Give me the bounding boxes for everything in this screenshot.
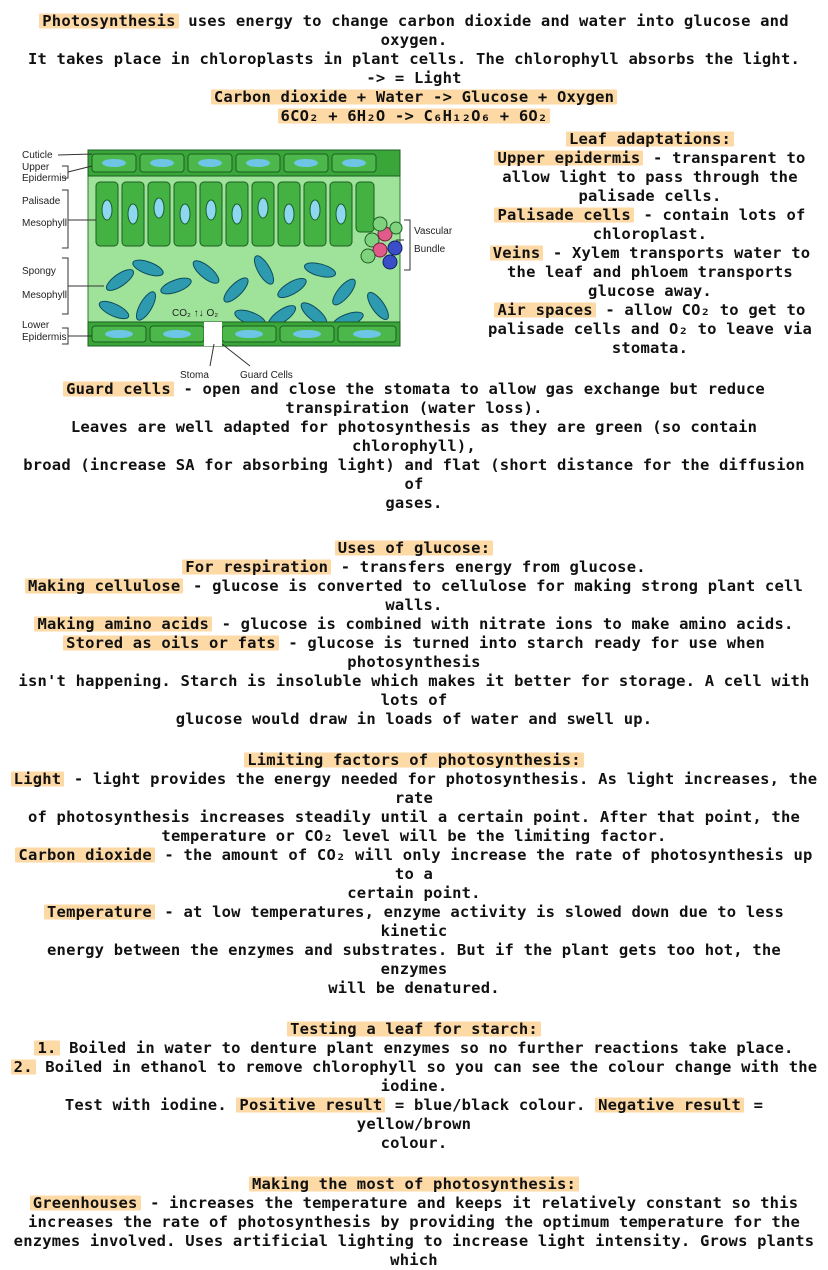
term-veins: Veins	[490, 244, 544, 262]
leaf-cross-section-diagram	[0, 130, 480, 380]
term-photosynthesis: Photosynthesis	[39, 12, 178, 30]
term-carbon-dioxide: Carbon dioxide	[15, 846, 154, 864]
term-upper-epidermis: Upper epidermis	[494, 149, 643, 167]
leaf-summary: Guard cells - open and close the stomata to allow gas exchange but reduce transpiration (water loss). Leaves are well adapted for photosynthesis as they are green (so contain chlorophyll), broad (increase SA for absorbing light) and flat (short distance for the diffusion of gases.	[23, 380, 805, 512]
label-cuticle: Cuticle	[22, 150, 53, 161]
term-positive-result: Positive result	[236, 1096, 385, 1114]
term-cellulose: Making cellulose	[25, 577, 184, 595]
label-spongy-mesophyll: Mesophyll	[22, 290, 68, 301]
uses-section: Uses of glucose: For respiration - transfers energy from glucose. Making cellulose - glucose is converted to cellulose for making strong plant cell walls. Making amino acids - glucose is combined with nitrate ions to make amino acids. Stored as oils or fats - glucose is turned into starch ready for use when photosynthesis isn't happening. Starch is insoluble which makes it better for storage. A cell with lots of glucose would draw in loads of water and swell up.	[0, 539, 828, 729]
word-equation: Carbon dioxide + Water -> Glucose + Oxygen	[0, 88, 828, 107]
intro-line-2: It takes place in chloroplasts in plant cells. The chlorophyll absorbs the light.	[27, 50, 801, 68]
label-vascular: Vascular	[414, 226, 453, 237]
label-stoma: Stoma	[180, 370, 209, 381]
testing-title: Testing a leaf for starch:	[0, 1020, 828, 1039]
term-greenhouses: Greenhouses	[30, 1194, 141, 1212]
intro-section	[0, 12, 828, 126]
limiting-title: Limiting factors of photosynthesis:	[0, 751, 828, 770]
limiting-section: Limiting factors of photosynthesis: Light - light provides the energy needed for photosynthesis. As light increases, the rate of photosynthesis increases steadily until a certain point. After that point, the temperature or CO₂ level will be the limiting factor. Carbon dioxide - the amount of CO₂ will only increase the rate of photosynthesis up to a certain point. Temperature - at low temperatures, enzyme activity is slowed down due to less kinetic energy between the enzymes and substrates. But if the plant gets too hot, the enzymes will be denatured.	[0, 751, 828, 998]
testing-section: Testing a leaf for starch: 1. Boiled in water to denture plant enzymes so no further reactions take place. 2. Boiled in ethanol to remove chlorophyll so you can see the colour change with the iodine. Test with iodine. Positive result = blue/black colour. Negative result = yellow/brown colour.	[0, 1020, 828, 1153]
label-upper: Upper	[22, 162, 50, 173]
term-temperature: Temperature	[44, 903, 155, 921]
term-light: Light	[11, 770, 65, 788]
uses-title: Uses of glucose:	[0, 539, 828, 558]
leaf-diagram	[0, 130, 480, 380]
notes-page	[0, 12, 828, 1269]
light-key: -> = Light	[366, 69, 462, 87]
symbol-equation: 6CO₂ + 6H₂O -> C₆H₁₂O₆ + 6O₂	[0, 107, 828, 126]
term-guard-cells: Guard cells	[63, 380, 174, 398]
term-air-spaces: Air spaces	[494, 301, 595, 319]
most-title: Making the most of photosynthesis:	[0, 1175, 828, 1194]
term-respiration: For respiration	[182, 558, 331, 576]
upper-epidermis-cells	[88, 150, 400, 176]
label-lower-epidermis: Epidermis	[22, 332, 67, 343]
leaf-row	[0, 130, 828, 380]
term-oils-fats: Stored as oils or fats	[63, 634, 279, 652]
term-amino-acids: Making amino acids	[34, 615, 212, 633]
label-gas-exchange: CO₂ ↑↓ O₂	[172, 308, 219, 319]
most-section: Making the most of photosynthesis: Greenhouses - increases the temperature and keeps it relatively constant so this increases the rate of photosynthesis by providing the optimum temperature for the enzymes involved. Uses artificial lighting to increase light intensity. Grows plants which	[0, 1175, 828, 1270]
label-palisade-mesophyll: Mesophyll	[22, 218, 68, 229]
leaf-title: Leaf adaptations:	[480, 130, 820, 149]
label-vascular-bundle: Bundle	[414, 244, 446, 255]
lower-epidermis-cells	[88, 322, 400, 346]
label-spongy: Spongy	[22, 266, 56, 277]
label-guard-cells: Guard Cells	[240, 370, 293, 381]
label-upper-epidermis: Epidermis	[22, 173, 67, 184]
term-palisade-cells: Palisade cells	[494, 206, 633, 224]
label-lower: Lower	[22, 320, 50, 331]
label-palisade: Palisade	[22, 196, 61, 207]
term-negative-result: Negative result	[595, 1096, 744, 1114]
leaf-adaptations: Leaf adaptations: Upper epidermis - transparent to allow light to pass through the palisade cells. Palisade cells - contain lots of chloroplast. Veins - Xylem transports water to the leaf and phloem transports glucose away. Air spaces - allow CO₂ to get to palisade cells and O₂ to leave via stomata.	[480, 130, 828, 380]
intro-line-1: Photosynthesis uses energy to change carbon dioxide and water into glucose and oxygen.	[0, 12, 828, 50]
